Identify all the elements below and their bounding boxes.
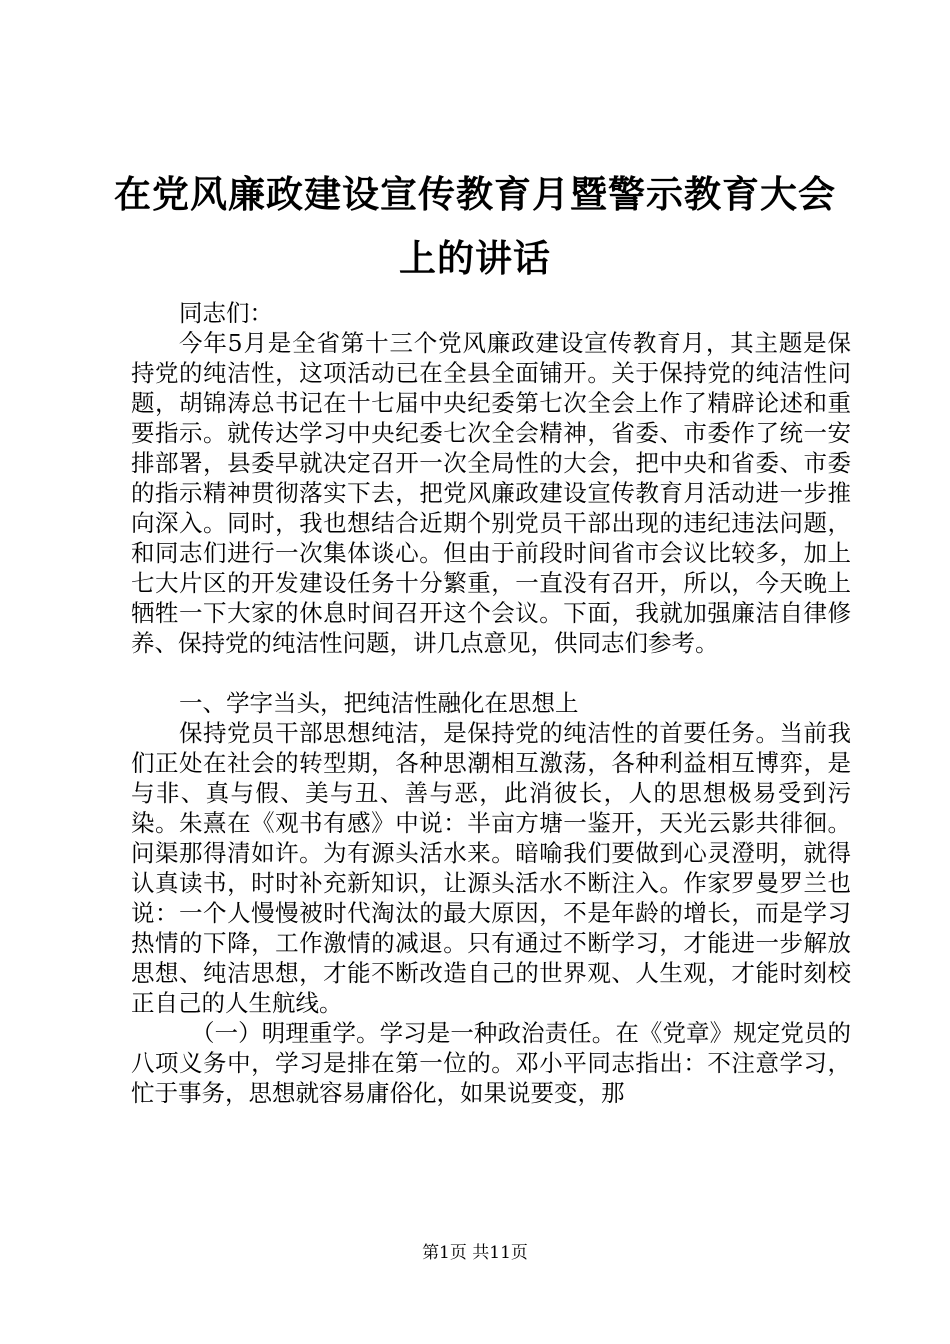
document-body: [131, 298, 851, 1108]
page-number-footer: 第1页 共11页: [422, 1243, 528, 1263]
section-heading: 一、学字当头，把纯洁性融化在思想上: [179, 689, 579, 717]
subsection-paragraph: （一）明理重学。学习是一种政治责任。在《党章》规定党员的八项义务中，学习是排在第一位的。邓小平同志指出：不注意学习，忙于事务，思想就容易庸俗化，如果说要变，那: [131, 1019, 851, 1107]
intro-paragraph: 今年5月是全省第十三个党风廉政建设宣传教育月，其主题是保持党的纯洁性，这项活动已在全县全面铺开。关于保持党的纯洁性问题，胡锦涛总书记在十七届中央纪委第七次全会上作了精辟论述和重要指示。就传达学习中央纪委七次全会精神，省委、市委作了统一安排部署，县委早就决定召开一次全局性的大会，把中央和省委、市委的指示精神贯彻落实下去，把党风廉政建设宣传教育月活动进一步推向深入。同时，我也想结合近期个别党员干部出现的违纪违法问题，和同志们进行一次集体谈心。但由于前段时间省市会议比较多，加上七大片区的开发建设任务十分繁重，一直没有召开，所以，今天晚上牺牲一下大家的休息时间召开这个会议。下面，我就加强廉洁自律修养、保持党的纯洁性问题，讲几点意见，供同志们参考。: [131, 329, 851, 657]
document-title: 在党风廉政建设宣传教育月暨警示教育大会上的讲话: [114, 172, 836, 280]
salutation: 同志们：: [179, 299, 273, 327]
section-paragraph: 保持党员干部思想纯洁，是保持党的纯洁性的首要任务。当前我们正处在社会的转型期，各种思潮相互激荡，各种利益相互博弈，是与非、真与假、美与丑、善与恶，此消彼长，人的思想极易受到污染。朱熹在《观书有感》中说：半亩方塘一鉴开，天光云影共徘徊。问渠那得清如许。为有源头活水来。暗喻我们要做到心灵澄明，就得认真读书，时时补充新知识，让源头活水不断注入。作家罗曼罗兰也说：一个人慢慢被时代淘汰的最大原因，不是年龄的增长，而是学习热情的下降，工作激情的减退。只有通过不断学习，才能进一步解放思想、纯洁思想，才能不断改造自己的世界观、人生观，才能时刻校正自己的人生航线。: [131, 719, 851, 1017]
